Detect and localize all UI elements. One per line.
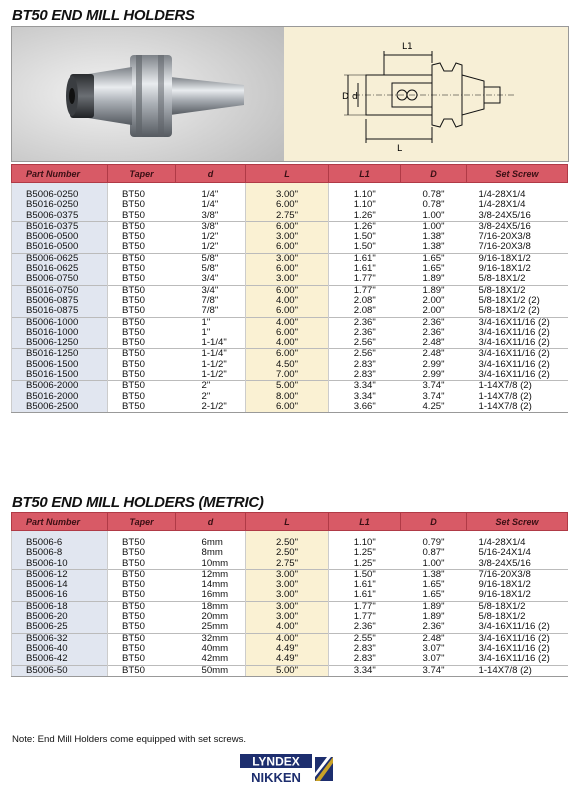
table-header-row — [12, 165, 568, 183]
cell-d: 5/8" — [176, 253, 246, 264]
cell-taper: BT50 — [108, 633, 176, 644]
cell-taper: BT50 — [122, 263, 145, 275]
cell-taper: BT50 — [108, 381, 176, 392]
cell-l1: 1.26" — [329, 221, 401, 232]
cell-d: 1/4" — [201, 189, 219, 200]
cell-l1: 1.61" — [353, 579, 376, 591]
cell-set-screw: 9/16-18X1/2 — [478, 589, 531, 601]
product-photo — [12, 27, 284, 161]
cell-taper: BT50 — [108, 601, 176, 612]
cell-taper: BT50 — [122, 209, 145, 221]
cell-l1: 2.83" — [353, 358, 376, 370]
cell-taper: BT50 — [122, 547, 145, 559]
cell-set-screw: 1/4-28X1/4 — [478, 537, 526, 548]
cell-part-number: B5016-0625 — [12, 264, 108, 274]
cell-l: 6.00" — [246, 306, 329, 317]
cell-big-d: 1.00" — [422, 209, 445, 221]
cell-big-d: 3.07" — [422, 653, 445, 665]
cell-set-screw: 3/4-16X11/16 (2) — [467, 317, 568, 328]
cell-d: 1" — [201, 326, 211, 338]
cell-big-d: 1.65" — [422, 579, 445, 591]
table-row — [12, 402, 568, 413]
column-header-taper: Taper — [108, 165, 176, 183]
cell-part-number: B5006-1500 — [12, 360, 108, 370]
cell-taper: BT50 — [108, 221, 176, 232]
cell-set-screw: 3/8-24X5/16 — [467, 221, 568, 232]
cell-d: 6mm — [201, 537, 223, 548]
cell-d: 7/8" — [201, 294, 219, 306]
cell-big-d: 4.25" — [401, 402, 467, 413]
section-title-metric: BT50 END MILL HOLDERS (METRIC) — [12, 494, 264, 511]
cell-set-screw: 3/4-16X11/16 (2) — [478, 358, 550, 370]
cell-part-number: B5016-0375 — [12, 221, 108, 232]
cell-big-d: 2.99" — [422, 369, 445, 381]
cell-l: 3.00" — [246, 601, 329, 612]
cell-l1: 2.83" — [353, 653, 376, 665]
cell-l1: 2.08" — [353, 294, 376, 306]
cell-big-d: 2.48" — [401, 633, 467, 644]
cell-l: 5.00" — [246, 381, 329, 392]
cell-taper: BT50 — [108, 285, 176, 296]
cell-l: 4.00" — [246, 338, 329, 349]
cell-l: 4.49" — [246, 654, 329, 665]
cell-set-screw: 9/16-18X1/2 — [467, 253, 568, 264]
cell-taper: BT50 — [108, 253, 176, 264]
column-header-d: d — [176, 513, 246, 531]
cell-taper: BT50 — [108, 317, 176, 328]
cell-big-d: 1.65" — [422, 589, 445, 601]
cell-l1: 1.61" — [353, 589, 376, 601]
cell-l: 3.00" — [246, 612, 329, 622]
cell-l: 4.50" — [246, 360, 329, 370]
cell-l: 3.00" — [246, 190, 329, 200]
cell-big-d: 1.65" — [401, 253, 467, 264]
cell-l1: 1.10" — [353, 537, 376, 548]
cell-l: 6.00" — [246, 285, 329, 296]
cell-l: 6.00" — [246, 200, 329, 210]
cell-d: 5/8" — [201, 263, 219, 275]
cell-d: 32mm — [176, 633, 246, 644]
cell-l: 6.00" — [246, 349, 329, 360]
cell-set-screw: 1/4-28X1/4 — [478, 189, 526, 200]
table-body — [12, 531, 568, 677]
cell-l1: 2.36" — [329, 317, 401, 328]
cell-d: 40mm — [201, 642, 229, 654]
footnote: Note: End Mill Holders come equipped with set screws. — [12, 734, 247, 745]
cell-taper: BT50 — [122, 653, 145, 665]
cell-l1: 1.77" — [353, 611, 376, 623]
cell-part-number: B5006-0875 — [12, 296, 108, 306]
cell-l1: 1.61" — [353, 263, 376, 275]
column-header-l1: L1 — [329, 165, 401, 183]
cell-part-number: B5006-50 — [12, 665, 108, 676]
cell-set-screw: 5/8-18X1/2 — [478, 611, 526, 623]
cell-big-d: 1.38" — [401, 569, 467, 580]
cell-part-number: B5016-2000 — [12, 392, 108, 402]
cell-taper: BT50 — [122, 294, 145, 306]
cell-big-d: 1.65" — [422, 263, 445, 275]
cell-d: 1-1/2" — [201, 369, 227, 381]
cell-big-d: 1.89" — [422, 273, 445, 285]
cell-set-screw: 1-14X7/8 (2) — [467, 665, 568, 676]
column-header-l: L — [246, 513, 329, 531]
cell-l1: 2.55" — [329, 633, 401, 644]
cell-part-number: B5016-1000 — [12, 328, 108, 338]
cell-l1: 1.26" — [353, 209, 376, 221]
cell-part-number: B5006-0250 — [12, 190, 108, 200]
cell-d: 2" — [201, 390, 211, 402]
cell-l: 6.00" — [246, 402, 329, 413]
cell-part-number: B5006-0500 — [12, 232, 108, 242]
cell-l: 6.00" — [246, 264, 329, 274]
cell-set-screw: 3/4-16X11/16 (2) — [478, 653, 550, 665]
cell-taper: BT50 — [122, 358, 145, 370]
cell-taper: BT50 — [122, 369, 145, 381]
column-header-l1: L1 — [329, 513, 401, 531]
table-row — [12, 242, 568, 253]
cell-l1: 3.34" — [329, 381, 401, 392]
cell-l: 3.00" — [246, 274, 329, 285]
cell-d: 1-1/4" — [201, 337, 227, 349]
cell-set-screw: 1-14X7/8 (2) — [467, 381, 568, 392]
cell-l: 6.00" — [246, 328, 329, 338]
cell-big-d: 3.74" — [401, 665, 467, 676]
table-row — [12, 306, 568, 317]
logo-line2: NIKKEN — [251, 770, 301, 785]
cell-taper: BT50 — [122, 231, 145, 243]
table-row — [12, 370, 568, 381]
cell-set-screw: 1/4-28X1/4 — [478, 199, 526, 211]
cell-l: 6.00" — [246, 221, 329, 232]
cell-l: 2.75" — [246, 559, 329, 570]
cell-part-number: B5006-0625 — [12, 253, 108, 264]
cell-l1: 1.61" — [329, 253, 401, 264]
cell-d: 1/4" — [201, 199, 219, 211]
cell-big-d: 0.79" — [422, 537, 445, 548]
cell-l: 4.49" — [246, 644, 329, 654]
cell-l1: 3.34" — [329, 665, 401, 676]
cell-l1: 1.10" — [353, 189, 376, 200]
column-header-set-screw: Set Screw — [467, 513, 568, 531]
column-header-part-number: Part Number — [12, 165, 108, 183]
column-header-big-d: D — [401, 513, 467, 531]
cell-d: 18mm — [176, 601, 246, 612]
cell-part-number: B5016-1500 — [12, 370, 108, 381]
cell-set-screw: 3/4-16X11/16 (2) — [467, 633, 568, 644]
cell-big-d: 1.89" — [422, 611, 445, 623]
cell-part-number: B5006-16 — [12, 590, 108, 601]
cell-big-d: 1.38" — [422, 241, 445, 253]
cell-set-screw: 3/4-16X11/16 (2) — [478, 621, 550, 633]
cell-set-screw: 5/16-24X1/4 — [478, 547, 531, 559]
cell-l1: 2.56" — [353, 337, 376, 349]
cell-l1: 1.25" — [353, 547, 376, 559]
cell-big-d: 1.38" — [422, 231, 445, 243]
cell-big-d: 2.00" — [422, 294, 445, 306]
cell-l: 4.00" — [246, 622, 329, 633]
column-header-set-screw: Set Screw — [467, 165, 568, 183]
cell-big-d: 1.89" — [401, 285, 467, 296]
cell-big-d: 1.00" — [422, 557, 445, 569]
logo-line1: LYNDEX — [252, 754, 300, 769]
cell-big-d: 2.36" — [422, 326, 445, 338]
cell-l1: 1.77" — [353, 273, 376, 285]
lyndex-nikken-logo — [240, 753, 335, 785]
cell-l: 4.00" — [246, 296, 329, 306]
cell-big-d: 2.36" — [422, 621, 445, 633]
column-header-d: d — [176, 165, 246, 183]
cell-taper: BT50 — [122, 390, 145, 402]
cell-set-screw: 9/16-18X1/2 — [478, 263, 531, 275]
cell-d: 16mm — [201, 589, 229, 601]
cell-taper: BT50 — [122, 273, 145, 285]
cell-big-d: 3.74" — [422, 390, 445, 402]
dim-l1-label: L1 — [402, 42, 413, 52]
cell-big-d: 2.36" — [401, 317, 467, 328]
cell-set-screw: 9/16-18X1/2 — [478, 579, 531, 591]
cell-l1: 2.83" — [353, 369, 376, 381]
cell-big-d: 2.99" — [422, 358, 445, 370]
cell-l1: 3.66" — [329, 402, 401, 413]
cell-set-screw: 5/8-18X1/2 — [467, 285, 568, 296]
cell-d: 14mm — [201, 579, 229, 591]
cell-taper: BT50 — [122, 579, 145, 591]
cell-taper: BT50 — [122, 199, 145, 211]
cell-part-number: B5006-1250 — [12, 338, 108, 349]
cell-l1: 1.77" — [329, 601, 401, 612]
cell-d: 10mm — [201, 557, 229, 569]
cell-part-number: B5006-40 — [12, 644, 108, 654]
cell-part-number: B5006-32 — [12, 633, 108, 644]
cell-taper: BT50 — [122, 189, 145, 200]
cell-l: 2.75" — [246, 211, 329, 222]
cell-taper: BT50 — [122, 305, 145, 317]
cell-part-number: B5016-0250 — [12, 200, 108, 210]
table-row — [12, 559, 568, 570]
cell-big-d: 0.78" — [422, 189, 445, 200]
cell-taper: BT50 — [122, 241, 145, 253]
cell-set-screw: 7/16-20X3/8 — [478, 241, 531, 253]
cell-d: 3/4" — [176, 285, 246, 296]
cell-part-number: B5006-20 — [12, 612, 108, 622]
table-row — [12, 654, 568, 665]
inch-holders-table — [11, 164, 568, 413]
column-header-part-number: Part Number — [12, 513, 108, 531]
cell-l: 2.50" — [246, 548, 329, 558]
cell-part-number: B5006-6 — [12, 538, 108, 548]
cell-d: 1-1/4" — [176, 349, 246, 360]
table-row — [12, 338, 568, 349]
cell-taper: BT50 — [122, 537, 145, 548]
cell-set-screw: 1-14X7/8 (2) — [467, 402, 568, 413]
cell-l: 7.00" — [246, 370, 329, 381]
table-body — [12, 183, 568, 413]
cell-l1: 1.25" — [353, 557, 376, 569]
cell-d: 50mm — [176, 665, 246, 676]
cell-l1: 1.10" — [353, 199, 376, 211]
cell-taper: BT50 — [108, 665, 176, 676]
section-title: BT50 END MILL HOLDERS — [12, 7, 195, 24]
cell-d: 1" — [176, 317, 246, 328]
cell-part-number: B5006-12 — [12, 569, 108, 580]
cell-part-number: B5006-0750 — [12, 274, 108, 285]
cell-set-screw: 1-14X7/8 (2) — [478, 390, 532, 402]
cell-d: 3/4" — [201, 273, 219, 285]
cell-part-number: B5016-0875 — [12, 306, 108, 317]
product-hero — [11, 26, 569, 162]
cell-big-d: 3.74" — [401, 381, 467, 392]
cell-d: 42mm — [201, 653, 229, 665]
cell-set-screw: 5/8-18X1/2 — [467, 601, 568, 612]
cell-part-number: B5006-0375 — [12, 211, 108, 222]
cell-d: 3/8" — [201, 209, 219, 221]
cell-set-screw: 5/8-18X1/2 (2) — [478, 305, 540, 317]
cell-big-d: 2.48" — [401, 349, 467, 360]
column-header-big-d: D — [401, 165, 467, 183]
cell-d: 1/2" — [201, 241, 219, 253]
cell-big-d: 1.00" — [401, 221, 467, 232]
cell-set-screw: 3/4-16X11/16 (2) — [478, 326, 550, 338]
table-row — [12, 622, 568, 633]
cell-part-number: B5006-8 — [12, 548, 108, 558]
cell-l1: 1.50" — [353, 241, 376, 253]
cell-part-number: B5006-2500 — [12, 402, 108, 413]
cell-l: 5.00" — [246, 665, 329, 676]
cell-l1: 2.56" — [329, 349, 401, 360]
cell-l: 3.00" — [246, 232, 329, 242]
table-row — [12, 211, 568, 222]
cell-part-number: B5006-25 — [12, 622, 108, 633]
cell-l1: 3.34" — [353, 390, 376, 402]
cell-taper: BT50 — [122, 589, 145, 601]
cell-taper: BT50 — [108, 402, 176, 413]
cell-d: 7/8" — [201, 305, 219, 317]
logo-emblem-icon — [315, 757, 333, 781]
cell-d: 20mm — [201, 611, 229, 623]
cell-d: 2-1/2" — [176, 402, 246, 413]
cell-taper: BT50 — [122, 326, 145, 338]
cell-set-screw: 3/4-16X11/16 (2) — [478, 337, 550, 349]
cell-taper: BT50 — [122, 621, 145, 633]
cell-l: 3.00" — [246, 253, 329, 264]
cell-l: 6.00" — [246, 242, 329, 253]
cell-l: 3.00" — [246, 569, 329, 580]
cell-d: 12mm — [176, 569, 246, 580]
cell-big-d: 0.87" — [422, 547, 445, 559]
cell-part-number: B5006-2000 — [12, 381, 108, 392]
cell-set-screw: 3/8-24X5/16 — [478, 557, 531, 569]
cell-part-number: B5016-1250 — [12, 349, 108, 360]
cell-set-screw: 3/8-24X5/16 — [478, 209, 531, 221]
cell-l1: 1.50" — [353, 231, 376, 243]
cell-set-screw: 3/4-16X11/16 (2) — [467, 349, 568, 360]
cell-big-d: 3.07" — [422, 642, 445, 654]
table-row — [12, 274, 568, 285]
cell-l1: 2.36" — [353, 621, 376, 633]
cell-part-number: B5016-0750 — [12, 285, 108, 296]
cell-taper: BT50 — [122, 337, 145, 349]
cell-d: 3/8" — [176, 221, 246, 232]
cell-set-screw: 3/4-16X11/16 (2) — [478, 642, 550, 654]
cell-taper: BT50 — [122, 557, 145, 569]
dim-d-big-label: D — [342, 92, 349, 102]
table-row — [12, 590, 568, 601]
cell-l: 4.00" — [246, 633, 329, 644]
cell-l: 3.00" — [246, 590, 329, 601]
cell-d: 1-1/2" — [201, 358, 227, 370]
cell-part-number: B5006-1000 — [12, 317, 108, 328]
table-header-row — [12, 513, 568, 531]
dim-d-small-label: d — [352, 92, 358, 102]
cell-d: 8mm — [201, 547, 223, 559]
dim-l-label: L — [397, 144, 403, 154]
cell-part-number: B5006-14 — [12, 580, 108, 590]
cell-set-screw: 3/4-16X11/16 (2) — [478, 369, 550, 381]
cell-l: 4.00" — [246, 317, 329, 328]
cell-big-d: 2.48" — [422, 337, 445, 349]
cell-set-screw: 5/8-18X1/2 — [478, 273, 526, 285]
table-row — [12, 665, 568, 676]
cell-l: 3.00" — [246, 580, 329, 590]
column-header-l: L — [246, 165, 329, 183]
cell-taper: BT50 — [108, 349, 176, 360]
cell-l1: 2.83" — [353, 642, 376, 654]
cell-l: 2.50" — [246, 538, 329, 548]
cell-d: 2" — [176, 381, 246, 392]
cell-part-number: B5006-18 — [12, 601, 108, 612]
cell-big-d: 1.89" — [401, 601, 467, 612]
cell-big-d: 0.78" — [422, 199, 445, 211]
cell-l1: 2.36" — [353, 326, 376, 338]
cell-d: 25mm — [201, 621, 229, 633]
cell-set-screw: 7/16-20X3/8 — [478, 231, 531, 243]
cell-taper: BT50 — [122, 642, 145, 654]
cell-d: 1/2" — [201, 231, 219, 243]
cell-l: 8.00" — [246, 392, 329, 402]
cell-l1: 1.77" — [329, 285, 401, 296]
cell-big-d: 2.00" — [422, 305, 445, 317]
column-header-taper: Taper — [108, 513, 176, 531]
cell-set-screw: 5/8-18X1/2 (2) — [478, 294, 540, 306]
cell-part-number: B5016-0500 — [12, 242, 108, 253]
cell-l1: 1.50" — [329, 569, 401, 580]
cell-taper: BT50 — [108, 569, 176, 580]
cell-part-number: B5006-10 — [12, 559, 108, 570]
cell-taper: BT50 — [122, 611, 145, 623]
technical-drawing — [284, 27, 568, 161]
cell-part-number: B5006-42 — [12, 654, 108, 665]
cell-set-screw: 7/16-20X3/8 — [467, 569, 568, 580]
cell-l1: 2.08" — [353, 305, 376, 317]
metric-holders-table — [11, 512, 568, 677]
